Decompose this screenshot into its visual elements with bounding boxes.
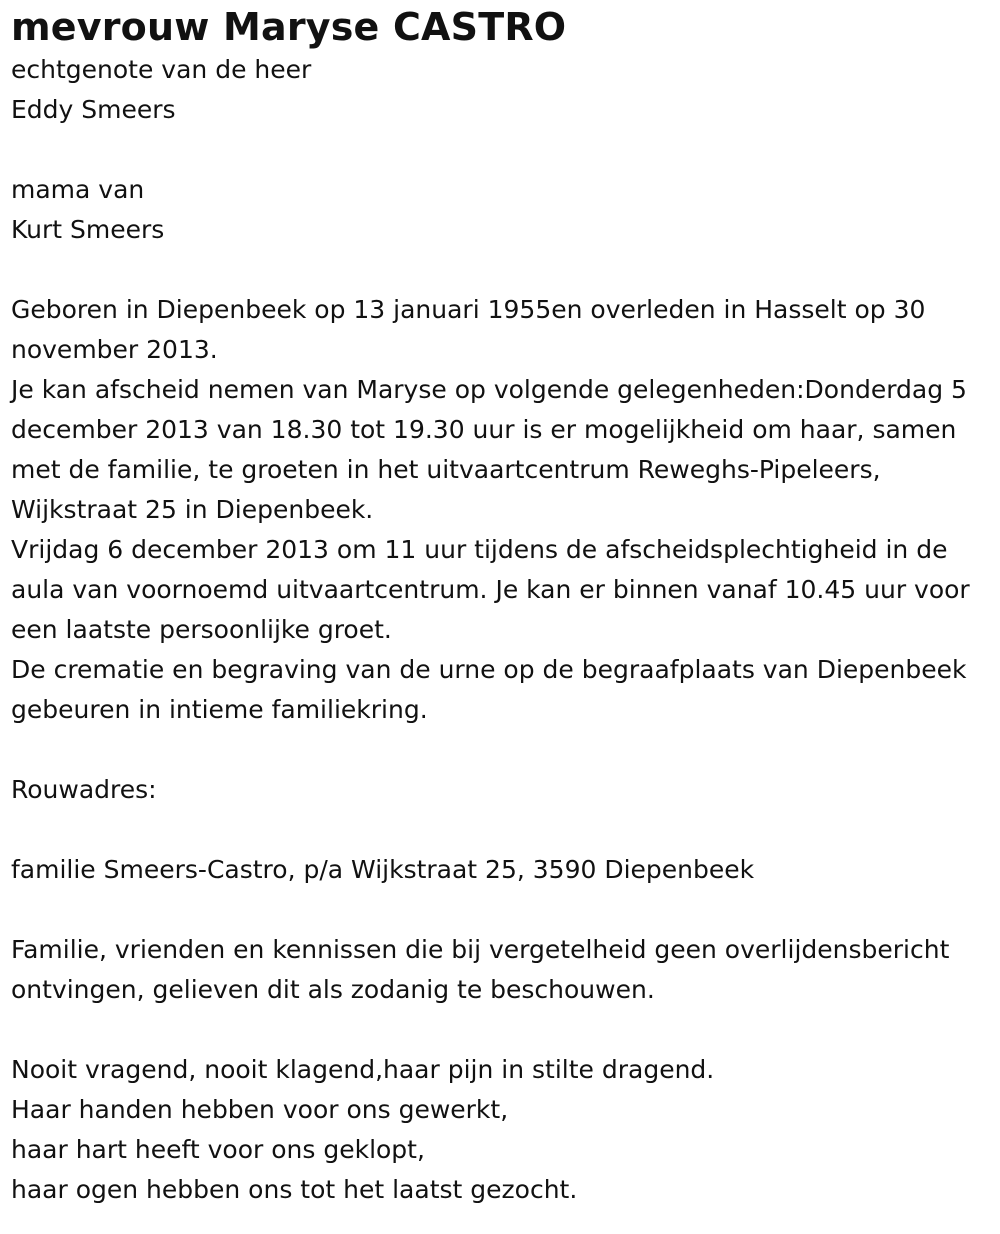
mourning-address-label: Rouwadres:: [11, 775, 157, 804]
poem-line: haar hart heeft voor ons geklopt,: [11, 1135, 425, 1164]
spacer: [11, 810, 986, 850]
spacer: [11, 130, 986, 170]
obituary-page: [0, 4, 1000, 1234]
birth-paragraph: Geboren in Diepenbeek op 13 januari 1955en overleden in Hasselt op 30 november 2013.: [11, 295, 926, 364]
cremation-paragraph: De crematie en begraving van de urne op de begraafplaats van Diepenbeek gebeuren in intieme familiekring.: [11, 655, 967, 724]
ceremony-paragraph: Vrijdag 6 december 2013 om 11 uur tijdens de afscheidsplechtigheid in de aula van voornoemd uitvaartcentrum. Je kan er binnen vanaf 10.45 uur voor een laatste persoonlijke groet.: [11, 535, 970, 644]
spacer: [11, 250, 986, 290]
poem-line: Nooit vragend, nooit klagend,haar pijn in stilte dragend.: [11, 1055, 715, 1084]
poem-line: haar ogen hebben ons tot het laatst gezocht.: [11, 1175, 578, 1204]
spouse-intro: echtgenote van de heer: [11, 55, 312, 84]
page-title: mevrouw Maryse CASTRO: [11, 5, 567, 49]
spacer: [11, 730, 986, 770]
mourning-address: familie Smeers-Castro, p/a Wijkstraat 25, 3590 Diepenbeek: [11, 855, 755, 884]
spacer: [11, 1010, 986, 1050]
spouse-name: Eddy Smeers: [11, 95, 176, 124]
farewell-paragraph: Je kan afscheid nemen van Maryse op volgende gelegenheden:Donderdag 5 december 2013 van 18.30 tot 19.30 uur is er mogelijkheid om haar, samen met de familie, te groeten in het uitvaartcentrum Reweghs-Pipeleers, Wijkstraat 25 in Diepenbeek.: [11, 375, 967, 524]
child-name: Kurt Smeers: [11, 215, 165, 244]
poem-line: Haar handen hebben voor ons gewerkt,: [11, 1095, 509, 1124]
notice-paragraph: Familie, vrienden en kennissen die bij vergetelheid geen overlijdensbericht ontvingen, gelieven dit als zodanig te beschouwen.: [11, 935, 950, 1004]
spacer: [11, 890, 986, 930]
obituary-body: [11, 50, 1000, 1210]
child-intro: mama van: [11, 175, 145, 204]
